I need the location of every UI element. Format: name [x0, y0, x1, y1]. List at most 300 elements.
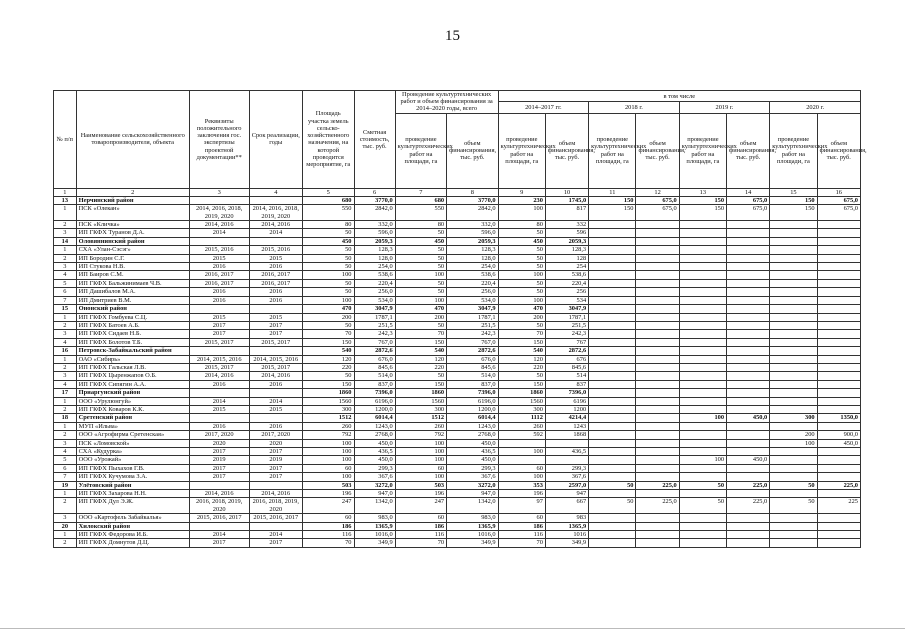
fin-2014-2017: 837 — [545, 380, 588, 388]
fin-2018 — [636, 355, 679, 363]
fin-2019 — [727, 473, 770, 481]
term: 2016 — [249, 380, 303, 388]
fin-2020 — [817, 296, 860, 304]
total-fin: 947,0 — [447, 490, 498, 498]
table-row — [54, 279, 861, 287]
area-2020: 300 — [770, 414, 817, 422]
area-2014-2017: 150 — [498, 380, 545, 388]
area-2018 — [589, 313, 636, 321]
total-fin: 332,0 — [447, 221, 498, 229]
area-2014-2017: 592 — [498, 431, 545, 439]
total-fin: 538,6 — [447, 271, 498, 279]
requisites — [189, 305, 249, 313]
term: 2014, 2016 — [249, 221, 303, 229]
column-number: 16 — [817, 188, 860, 196]
cost: 242,3 — [354, 330, 395, 338]
total-area: 450 — [395, 237, 446, 245]
term: 2016 — [249, 422, 303, 430]
area-2019 — [679, 229, 726, 237]
fin-2019 — [727, 305, 770, 313]
area-2019 — [679, 321, 726, 329]
area-2018 — [589, 464, 636, 472]
area: 70 — [303, 330, 354, 338]
area-2018 — [589, 254, 636, 262]
table-row — [54, 254, 861, 262]
area-2014-2017: 60 — [498, 514, 545, 522]
term: 2017, 2020 — [249, 431, 303, 439]
header-year-2018: 2018 г. — [589, 102, 680, 113]
row-number: 5 — [54, 456, 77, 464]
fin-2018 — [636, 305, 679, 313]
cost: 514,0 — [354, 372, 395, 380]
fin-2020 — [817, 338, 860, 346]
cost: 7396,0 — [354, 389, 395, 397]
area-2018 — [589, 514, 636, 522]
requisites: 2016, 2017 — [189, 279, 249, 287]
fin-2014-2017: 220,4 — [545, 279, 588, 287]
total-fin: 220,4 — [447, 279, 498, 287]
column-numbers-row — [54, 188, 861, 196]
row-number: 17 — [54, 389, 77, 397]
fin-2020 — [817, 422, 860, 430]
table-row — [54, 490, 861, 498]
table-row — [54, 456, 861, 464]
area-2018 — [589, 522, 636, 530]
fin-2018 — [636, 490, 679, 498]
area: 247 — [303, 498, 354, 514]
total-fin: 242,3 — [447, 330, 498, 338]
requisites: 2014, 2016 — [189, 490, 249, 498]
row-number: 1 — [54, 313, 77, 321]
header-sub-fin: объем финансирования, тыс. руб. — [817, 113, 860, 188]
fin-2014-2017: 128,3 — [545, 246, 588, 254]
fin-2020 — [817, 321, 860, 329]
fin-2019 — [727, 531, 770, 539]
column-number: 10 — [545, 188, 588, 196]
total-area: 300 — [395, 405, 446, 413]
district-row — [54, 237, 861, 245]
total-fin: 299,3 — [447, 464, 498, 472]
total-fin: 514,0 — [447, 372, 498, 380]
fin-2019: 225,0 — [727, 481, 770, 489]
total-fin: 251,5 — [447, 321, 498, 329]
object-name: ИП ГКФХ Коваров К.К. — [76, 405, 189, 413]
requisites: 2015 — [189, 254, 249, 262]
object-name: Хилокский район — [76, 522, 189, 530]
area-2014-2017: 186 — [498, 522, 545, 530]
area-2014-2017: 540 — [498, 347, 545, 355]
fin-2020 — [817, 372, 860, 380]
fin-2019 — [727, 464, 770, 472]
requisites — [189, 196, 249, 204]
fin-2014-2017: 676 — [545, 355, 588, 363]
area-2020: 150 — [770, 196, 817, 204]
area-2014-2017: 260 — [498, 422, 545, 430]
fin-2019 — [727, 397, 770, 405]
table-row — [54, 380, 861, 388]
fin-2018 — [636, 254, 679, 262]
cost: 1016,0 — [354, 531, 395, 539]
fin-2020 — [817, 473, 860, 481]
fin-2019: 450,0 — [727, 414, 770, 422]
area-2019 — [679, 296, 726, 304]
row-number: 4 — [54, 380, 77, 388]
area-2020 — [770, 330, 817, 338]
area-2014-2017: 1860 — [498, 389, 545, 397]
fin-2014-2017: 2597,0 — [545, 481, 588, 489]
term — [249, 389, 303, 397]
table-row — [54, 271, 861, 279]
row-number: 2 — [54, 431, 77, 439]
area-2019 — [679, 355, 726, 363]
column-number: 12 — [636, 188, 679, 196]
requisites: 2015, 2017 — [189, 363, 249, 371]
header-name: Наименование сельскохозяйственного товаропроизводителя, объекта — [76, 91, 189, 189]
term — [249, 305, 303, 313]
area-2019: 150 — [679, 196, 726, 204]
fin-2014-2017: 3047,9 — [545, 305, 588, 313]
object-name: Ононский район — [76, 305, 189, 313]
fin-2018: 675,0 — [636, 205, 679, 221]
area-2014-2017: 230 — [498, 196, 545, 204]
total-area: 260 — [395, 422, 446, 430]
table-row — [54, 330, 861, 338]
total-fin: 2842,0 — [447, 205, 498, 221]
fin-2019: 450,0 — [727, 456, 770, 464]
total-area: 120 — [395, 355, 446, 363]
term — [249, 522, 303, 530]
fin-2018 — [636, 372, 679, 380]
fin-2014-2017: 2059,3 — [545, 237, 588, 245]
area-2014-2017: 450 — [498, 237, 545, 245]
cost: 845,6 — [354, 363, 395, 371]
table-row — [54, 405, 861, 413]
fin-2020 — [817, 389, 860, 397]
total-area: 220 — [395, 363, 446, 371]
area-2020 — [770, 514, 817, 522]
fin-2018 — [636, 397, 679, 405]
total-fin: 1787,1 — [447, 313, 498, 321]
area-2018 — [589, 531, 636, 539]
area-2019 — [679, 439, 726, 447]
requisites: 2014 — [189, 229, 249, 237]
object-name: ПСК «Олекан» — [76, 205, 189, 221]
requisites: 2015 — [189, 405, 249, 413]
fin-2020 — [817, 221, 860, 229]
row-number: 3 — [54, 372, 77, 380]
fin-2014-2017: 7396,0 — [545, 389, 588, 397]
area-2014-2017: 50 — [498, 254, 545, 262]
area-2018 — [589, 490, 636, 498]
total-fin: 676,0 — [447, 355, 498, 363]
object-name: ИП ГКФХ Туранов Д.А. — [76, 229, 189, 237]
cost: 2059,3 — [354, 237, 395, 245]
total-area: 1560 — [395, 397, 446, 405]
total-fin: 1342,0 — [447, 498, 498, 514]
program-table — [53, 90, 867, 548]
term: 2017 — [249, 473, 303, 481]
fin-2020: 1350,0 — [817, 414, 860, 422]
requisites: 2017 — [189, 321, 249, 329]
object-name: ИП ГКФХ Дул Э.Ж. — [76, 498, 189, 514]
cost: 1200,0 — [354, 405, 395, 413]
area-2018 — [589, 288, 636, 296]
total-area: 80 — [395, 221, 446, 229]
row-number: 6 — [54, 464, 77, 472]
total-fin: 767,0 — [447, 338, 498, 346]
fin-2014-2017: 332 — [545, 221, 588, 229]
header-total-group: Проведение культуртехнических работ и объем финансирования за 2014–2020 годы, всего — [395, 91, 498, 114]
header-sub-area: проведение культуртехнических работ на площади, га — [770, 113, 817, 188]
area-2020 — [770, 531, 817, 539]
requisites: 2017 — [189, 330, 249, 338]
area-2014-2017: 100 — [498, 205, 545, 221]
area-2019 — [679, 522, 726, 530]
page-number: 15 — [445, 28, 460, 44]
area-2019: 100 — [679, 414, 726, 422]
fin-2014-2017: 1745,0 — [545, 196, 588, 204]
fin-2018 — [636, 288, 679, 296]
total-fin: 7396,0 — [447, 389, 498, 397]
object-name: ООО «Урожай» — [76, 456, 189, 464]
fin-2018 — [636, 279, 679, 287]
area-2018 — [589, 439, 636, 447]
fin-2020: 450,0 — [817, 439, 860, 447]
fin-2019 — [727, 296, 770, 304]
table-row — [54, 397, 861, 405]
area: 200 — [303, 313, 354, 321]
cost: 2768,0 — [354, 431, 395, 439]
row-number: 4 — [54, 338, 77, 346]
total-area: 50 — [395, 263, 446, 271]
header-cost: Сметная стоимость, тыс. руб. — [354, 91, 395, 189]
fin-2019 — [727, 539, 770, 547]
cost: 3047,9 — [354, 305, 395, 313]
area: 100 — [303, 439, 354, 447]
area-2018: 150 — [589, 196, 636, 204]
area-2019 — [679, 221, 726, 229]
area-2018 — [589, 338, 636, 346]
row-number: 2 — [54, 321, 77, 329]
table-row — [54, 464, 861, 472]
object-name: ИП ГКФХ Бальжинимаев Ч.В. — [76, 279, 189, 287]
fin-2014-2017: 128 — [545, 254, 588, 262]
area-2019 — [679, 330, 726, 338]
area-2019 — [679, 305, 726, 313]
column-number: 8 — [447, 188, 498, 196]
fin-2018 — [636, 380, 679, 388]
object-name: ИП ГКФХ Сидаев Н.Б. — [76, 330, 189, 338]
object-name: Сретенский район — [76, 414, 189, 422]
area-2014-2017: 300 — [498, 405, 545, 413]
fin-2020: 225 — [817, 498, 860, 514]
row-number: 3 — [54, 439, 77, 447]
object-name: ИП Дашибалов М.А. — [76, 288, 189, 296]
cost: 538,6 — [354, 271, 395, 279]
column-number: 2 — [76, 188, 189, 196]
fin-2020 — [817, 405, 860, 413]
fin-2018 — [636, 330, 679, 338]
area-2014-2017: 50 — [498, 246, 545, 254]
area-2018 — [589, 271, 636, 279]
area-2020 — [770, 448, 817, 456]
area-2019 — [679, 347, 726, 355]
total-area: 550 — [395, 205, 446, 221]
fin-2020: 900,0 — [817, 431, 860, 439]
area: 80 — [303, 221, 354, 229]
object-name: ООО «Картофель Забайкалья» — [76, 514, 189, 522]
fin-2014-2017: 242,3 — [545, 330, 588, 338]
fin-2020 — [817, 522, 860, 530]
header-sub-fin: объем финансирования, тыс. руб. — [727, 113, 770, 188]
term: 2015 — [249, 405, 303, 413]
area-2018 — [589, 389, 636, 397]
column-number: 14 — [727, 188, 770, 196]
area-2020 — [770, 372, 817, 380]
area-2020 — [770, 279, 817, 287]
fin-2018 — [636, 246, 679, 254]
row-number: 1 — [54, 205, 77, 221]
area-2018 — [589, 539, 636, 547]
total-area: 150 — [395, 380, 446, 388]
fin-2019 — [727, 522, 770, 530]
total-area: 503 — [395, 481, 446, 489]
total-area: 50 — [395, 321, 446, 329]
cost: 254,0 — [354, 263, 395, 271]
requisites: 2016 — [189, 422, 249, 430]
area: 186 — [303, 522, 354, 530]
cost: 1342,0 — [354, 498, 395, 514]
header-requisites: Реквизиты положительного заключения гос. экспертизы проектной документации** — [189, 91, 249, 189]
table-row — [54, 229, 861, 237]
fin-2019 — [727, 246, 770, 254]
object-name: ИП ГКФХ Гальская Л.В. — [76, 363, 189, 371]
area-2018 — [589, 355, 636, 363]
cost: 767,0 — [354, 338, 395, 346]
fin-2018 — [636, 464, 679, 472]
term: 2017 — [249, 448, 303, 456]
fin-2014-2017: 256 — [545, 288, 588, 296]
area: 100 — [303, 456, 354, 464]
header-year-2019: 2019 г. — [679, 102, 770, 113]
area-2019 — [679, 254, 726, 262]
fin-2018 — [636, 271, 679, 279]
term: 2015 — [249, 254, 303, 262]
row-number: 1 — [54, 355, 77, 363]
total-fin: 3272,0 — [447, 481, 498, 489]
fin-2019 — [727, 439, 770, 447]
area-2018: 50 — [589, 498, 636, 514]
object-name: ИП ГКФХ Кучумова З.А. — [76, 473, 189, 481]
fin-2019 — [727, 313, 770, 321]
term: 2017 — [249, 330, 303, 338]
total-fin: 349,9 — [447, 539, 498, 547]
fin-2020 — [817, 279, 860, 287]
fin-2019 — [727, 321, 770, 329]
fin-2018 — [636, 422, 679, 430]
fin-2019 — [727, 288, 770, 296]
fin-2019 — [727, 330, 770, 338]
area-2014-2017: 100 — [498, 473, 545, 481]
table-row — [54, 431, 861, 439]
total-fin: 1243,0 — [447, 422, 498, 430]
area: 50 — [303, 263, 354, 271]
fin-2018 — [636, 448, 679, 456]
area: 196 — [303, 490, 354, 498]
area-2020 — [770, 422, 817, 430]
total-fin: 837,0 — [447, 380, 498, 388]
area: 470 — [303, 305, 354, 313]
column-number: 4 — [249, 188, 303, 196]
area: 300 — [303, 405, 354, 413]
fin-2014-2017: 349,9 — [545, 539, 588, 547]
fin-2018 — [636, 539, 679, 547]
row-number: 6 — [54, 288, 77, 296]
term: 2016, 2017 — [249, 271, 303, 279]
term: 2014, 2015, 2016 — [249, 355, 303, 363]
area-2014-2017: 50 — [498, 229, 545, 237]
total-area: 50 — [395, 229, 446, 237]
fin-2020: 675,0 — [817, 196, 860, 204]
area: 100 — [303, 296, 354, 304]
area-2020 — [770, 347, 817, 355]
term: 2016 — [249, 296, 303, 304]
area-2014-2017 — [498, 439, 545, 447]
object-name: ИП ГКФХ Болотов Т.Б. — [76, 338, 189, 346]
table-row — [54, 205, 861, 221]
area-2020 — [770, 221, 817, 229]
fin-2014-2017: 947 — [545, 490, 588, 498]
fin-2014-2017: 6196 — [545, 397, 588, 405]
header-year-2020: 2020 г. — [770, 102, 861, 113]
object-name: Оловяннинский район — [76, 237, 189, 245]
area-2019 — [679, 397, 726, 405]
area: 150 — [303, 380, 354, 388]
fin-2019 — [727, 237, 770, 245]
fin-2014-2017: 436,5 — [545, 448, 588, 456]
total-area: 100 — [395, 473, 446, 481]
object-name: МУП «Ильва» — [76, 422, 189, 430]
area-2014-2017: 200 — [498, 313, 545, 321]
area-2018 — [589, 305, 636, 313]
term — [249, 414, 303, 422]
row-number: 2 — [54, 405, 77, 413]
fin-2020 — [817, 305, 860, 313]
fin-2018: 225,0 — [636, 481, 679, 489]
area: 550 — [303, 205, 354, 221]
fin-2014-2017: 767 — [545, 338, 588, 346]
cost: 128,3 — [354, 246, 395, 254]
area: 1512 — [303, 414, 354, 422]
area: 150 — [303, 338, 354, 346]
total-fin: 1200,0 — [447, 405, 498, 413]
row-number: 13 — [54, 196, 77, 204]
fin-2020 — [817, 313, 860, 321]
table-row — [54, 448, 861, 456]
fin-2014-2017: 667 — [545, 498, 588, 514]
area-2019 — [679, 473, 726, 481]
table-row — [54, 372, 861, 380]
area-2014-2017: 196 — [498, 490, 545, 498]
row-number: 7 — [54, 296, 77, 304]
table-row — [54, 422, 861, 430]
cost: 947,0 — [354, 490, 395, 498]
area-2018 — [589, 431, 636, 439]
header-total-fin: объем финансирования, тыс. руб. — [447, 113, 498, 188]
total-fin: 3770,0 — [447, 196, 498, 204]
total-fin: 6196,0 — [447, 397, 498, 405]
fin-2014-2017: 534 — [545, 296, 588, 304]
